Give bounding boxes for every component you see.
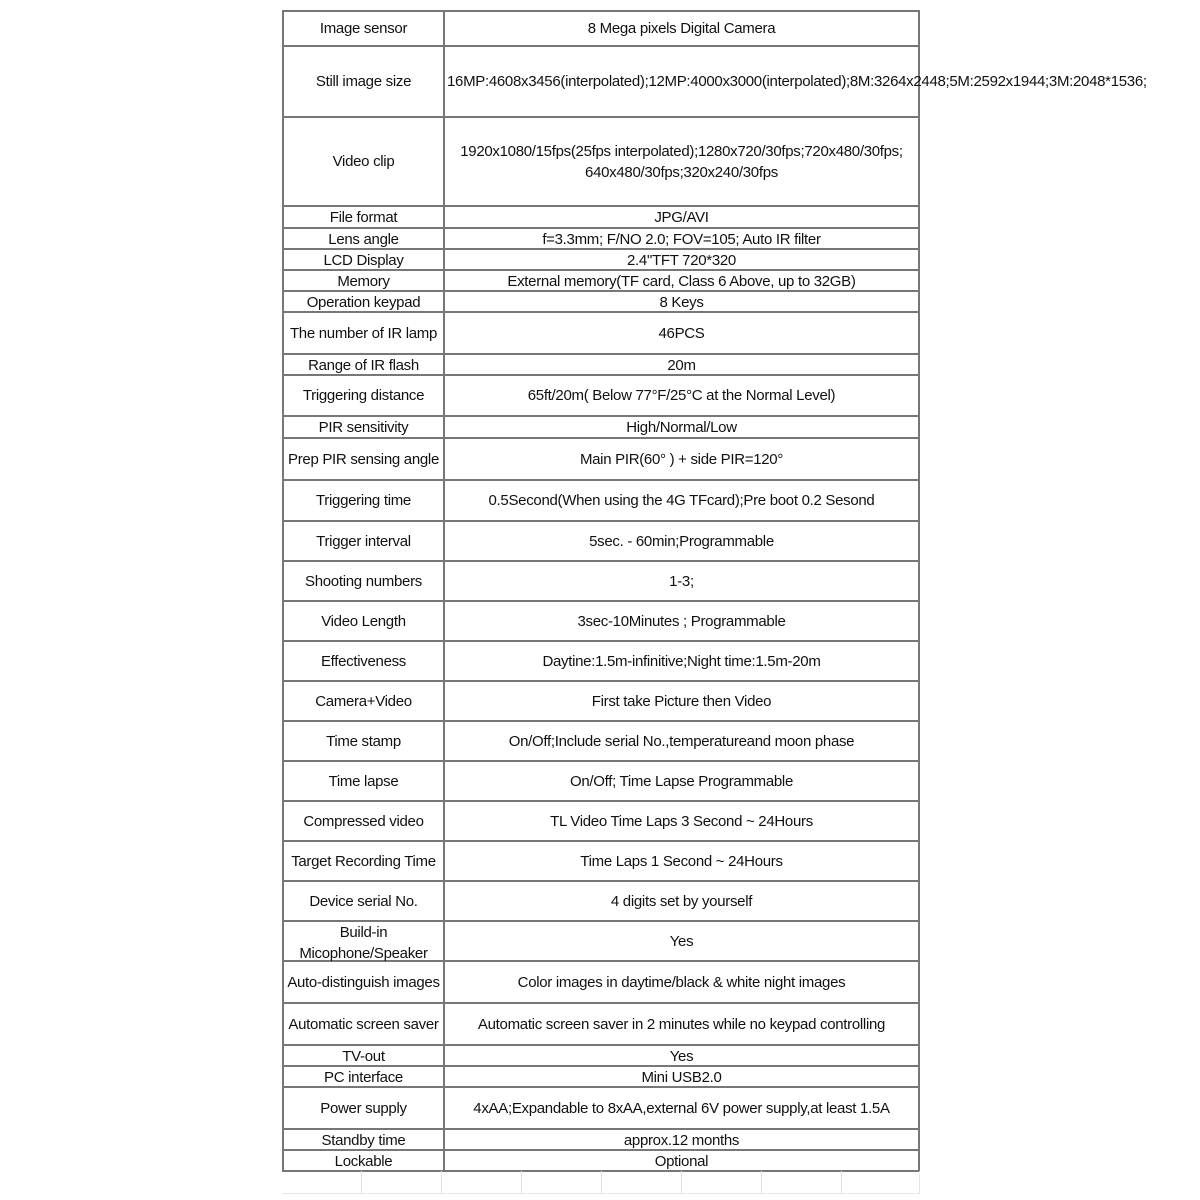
spec-label-text: Target Recording Time — [291, 852, 436, 870]
spec-value — [444, 681, 919, 721]
table-row — [283, 249, 919, 270]
spec-value — [444, 841, 919, 881]
spec-value — [444, 438, 919, 480]
spec-value — [444, 1003, 919, 1045]
table-row — [283, 921, 919, 961]
spec-value-text: approx.12 months — [623, 1132, 740, 1149]
spec-label — [283, 438, 444, 480]
spec-value-text: 65ft/20m( Below 77°F/25°C at the Normal Level) — [527, 387, 836, 404]
spec-value-text: 4 digits set by yourself — [610, 892, 753, 910]
spec-value — [444, 312, 919, 354]
spec-label — [283, 416, 444, 438]
spec-value — [444, 641, 919, 681]
spec-label — [283, 46, 444, 117]
table-row — [283, 46, 919, 117]
spec-label-text: Automatic screen saver — [288, 1015, 439, 1033]
table-row — [283, 761, 919, 801]
table-row — [283, 1087, 919, 1129]
table-row — [283, 291, 919, 312]
spec-value — [444, 761, 919, 801]
spec-label — [283, 249, 444, 270]
spec-value-text: 20m — [667, 357, 696, 374]
table-row — [283, 11, 919, 46]
table-row — [283, 961, 919, 1003]
spec-value-text: TL Video Time Laps 3 Second ~ 24Hours — [550, 812, 813, 830]
table-row — [283, 270, 919, 291]
spec-label-text: Still image size — [315, 73, 412, 90]
spec-label — [283, 270, 444, 291]
table-row — [283, 1129, 919, 1150]
spec-label-text: Effectiveness — [320, 652, 407, 670]
spec-value-text: f=3.3mm; F/NO 2.0; FOV=105; Auto IR filter — [542, 231, 821, 248]
spec-label-text: Time stamp — [326, 732, 401, 750]
spec-value-text: 16MP:4608x3456(interpolated);12MP:4000x3000(interpolated);8M:3264x2448;5M:2592x1944;3M:2048*1536; — [447, 73, 1147, 90]
spec-value-text: 5sec. - 60min;Programmable — [589, 532, 774, 550]
spec-label — [283, 921, 444, 961]
spec-label-text: Triggering distance — [302, 387, 425, 404]
spec-label — [283, 961, 444, 1003]
spec-value — [444, 521, 919, 561]
spec-value — [444, 117, 919, 206]
spec-label-text: Video Length — [321, 612, 406, 630]
table-row — [283, 881, 919, 921]
table-row — [283, 117, 919, 206]
spec-value — [444, 206, 919, 228]
table-row — [283, 521, 919, 561]
spec-label-text: Image sensor — [319, 20, 408, 37]
spec-value-text: High/Normal/Low — [626, 419, 737, 436]
spec-label-text: Range of IR flash — [308, 357, 419, 374]
spec-label-text: Auto-distinguish images — [287, 973, 440, 991]
spec-value-text: JPG/AVI — [654, 209, 709, 226]
spec-value — [444, 561, 919, 601]
table-row — [283, 1003, 919, 1045]
table-row — [283, 721, 919, 761]
spec-table — [282, 10, 1147, 1172]
spec-value — [444, 721, 919, 761]
spec-value — [444, 601, 919, 641]
spec-value — [444, 249, 919, 270]
spec-label — [283, 561, 444, 601]
spec-label — [283, 601, 444, 641]
spec-label — [283, 291, 444, 312]
table-row — [283, 1045, 919, 1066]
spec-label — [283, 1045, 444, 1066]
spec-value — [444, 881, 919, 921]
spec-label-text: Prep PIR sensing angle — [288, 450, 439, 468]
spec-value — [444, 1087, 919, 1129]
spec-label-text: File format — [329, 209, 398, 226]
spec-value-text: 0.5Second(When using the 4G TFcard);Pre boot 0.2 Sesond — [488, 492, 875, 509]
spec-label — [283, 375, 444, 416]
spec-label-text: Shooting numbers — [305, 572, 422, 590]
spec-value-text: First take Picture then Video — [591, 692, 772, 710]
table-row — [283, 228, 919, 249]
spec-label-text: The number of IR lamp — [289, 324, 438, 342]
spec-value — [444, 1150, 919, 1171]
table-row — [283, 841, 919, 881]
spec-value-text: Time Laps 1 Second ~ 24Hours — [580, 852, 783, 870]
spec-label-text: Camera+Video — [315, 692, 412, 710]
spec-value — [444, 375, 919, 416]
table-row — [283, 601, 919, 641]
spec-value-text: External memory(TF card, Class 6 Above, up to 32GB) — [507, 273, 856, 290]
spec-value — [444, 801, 919, 841]
spec-label — [283, 11, 444, 46]
spec-label — [283, 480, 444, 521]
spec-label-text: Memory — [337, 273, 390, 290]
spec-value-text: 1920x1080/15fps(25fps interpolated);1280x720/30fps;720x480/30fps; 640x480/30fps;320x240/30fps — [460, 142, 903, 181]
spec-label-text: LCD Display — [323, 252, 404, 269]
spec-value — [444, 228, 919, 249]
spec-value-text: Mini USB2.0 — [641, 1069, 722, 1086]
spec-label — [283, 312, 444, 354]
table-row — [283, 206, 919, 228]
spec-label — [283, 721, 444, 761]
table-row — [283, 312, 919, 354]
spec-value — [444, 416, 919, 438]
spec-value-text: Daytine:1.5m-infinitive;Night time:1.5m-20m — [542, 652, 821, 670]
spec-value-text: Color images in daytime/black & white night images — [517, 973, 846, 991]
table-row — [283, 641, 919, 681]
spec-label-text: Time lapse — [328, 772, 399, 790]
spec-label-text: Standby time — [321, 1132, 406, 1149]
spec-label-text: Video clip — [332, 153, 395, 170]
spec-value-text: 46PCS — [658, 324, 705, 342]
spec-value — [444, 46, 1147, 117]
spec-label-text: Compressed video — [303, 812, 424, 830]
spec-value-text: Automatic screen saver in 2 minutes while no keypad controlling — [477, 1015, 886, 1033]
spec-label — [283, 801, 444, 841]
spec-label — [283, 228, 444, 249]
spec-label-text: Triggering time — [316, 492, 411, 509]
spec-label-text: Build-in Micophone/Speaker — [299, 924, 428, 962]
spec-label — [283, 1087, 444, 1129]
table-row — [283, 1066, 919, 1087]
spec-value — [444, 480, 919, 521]
spec-label — [283, 1150, 444, 1171]
spec-value — [444, 961, 919, 1003]
spec-label — [283, 1129, 444, 1150]
spec-value-text: 8 Keys — [659, 294, 704, 311]
spec-label-text: Lens angle — [328, 231, 399, 248]
spec-label — [283, 841, 444, 881]
table-row — [283, 480, 919, 521]
spec-label — [283, 1003, 444, 1045]
table-row — [283, 1150, 919, 1171]
spec-label — [283, 1066, 444, 1087]
spec-label-text: Lockable — [334, 1153, 393, 1170]
spec-value-text: 8 Mega pixels Digital Camera — [587, 20, 776, 37]
spec-value-text: Optional — [654, 1153, 709, 1170]
spec-value — [444, 1045, 919, 1066]
spec-value — [444, 921, 919, 961]
spec-value-text: 2.4"TFT 720*320 — [627, 252, 736, 269]
spec-value — [444, 291, 919, 312]
spec-value-text: 4xAA;Expandable to 8xAA,external 6V power supply,at least 1.5A — [473, 1099, 890, 1117]
spec-label-text: Trigger interval — [316, 532, 411, 550]
spec-label — [283, 206, 444, 228]
spec-value — [444, 1066, 919, 1087]
spec-label-text: PC interface — [324, 1069, 403, 1086]
spec-label — [283, 881, 444, 921]
spec-value-text: 1-3; — [669, 572, 694, 590]
spec-value-text: Main PIR(60° ) + side PIR=120° — [579, 450, 784, 468]
spec-value — [444, 354, 919, 375]
spec-label-text: Power supply — [320, 1099, 407, 1117]
table-row — [283, 354, 919, 375]
spec-value-text: On/Off; Time Lapse Programmable — [569, 772, 794, 790]
spec-value-text: On/Off;Include serial No.,temperatureand moon phase — [508, 732, 855, 750]
table-row — [283, 416, 919, 438]
table-row — [283, 561, 919, 601]
table-row — [283, 681, 919, 721]
empty-grid-row — [282, 1171, 920, 1194]
spec-value — [444, 11, 919, 46]
table-row — [283, 801, 919, 841]
spec-value-text: Yes — [669, 932, 694, 950]
spec-label — [283, 681, 444, 721]
spec-label-text: PIR sensitivity — [318, 419, 409, 436]
spec-label — [283, 117, 444, 206]
spec-label — [283, 761, 444, 801]
spec-label-text: Operation keypad — [306, 294, 421, 311]
spec-label-text: TV-out — [342, 1048, 385, 1065]
spec-value — [444, 1129, 919, 1150]
spec-value-text: 3sec-10Minutes ; Programmable — [577, 612, 786, 630]
spec-label — [283, 354, 444, 375]
spec-value — [444, 270, 919, 291]
spec-value-text: Yes — [669, 1048, 694, 1065]
spec-label — [283, 641, 444, 681]
spec-label — [283, 521, 444, 561]
table-row — [283, 375, 919, 416]
table-row — [283, 438, 919, 480]
spec-label-text: Device serial No. — [309, 892, 418, 910]
